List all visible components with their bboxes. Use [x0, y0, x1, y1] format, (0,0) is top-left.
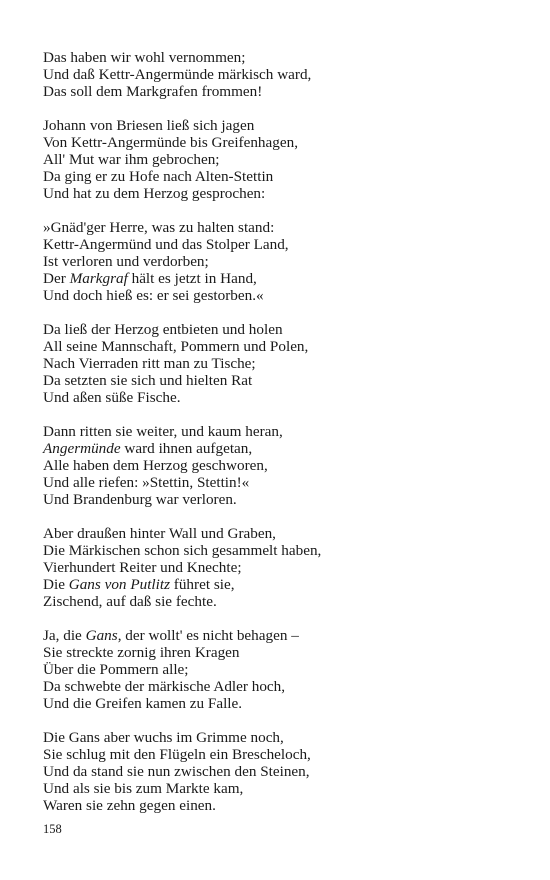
verse-line — [43, 678, 513, 695]
text-segment: Über die Pommern alle; — [43, 661, 189, 678]
text-segment: Das soll dem Markgrafen frommen! — [43, 83, 263, 100]
verse-line — [43, 661, 513, 678]
text-segment: Waren sie zehn gegen einen. — [43, 797, 216, 814]
text-segment: Die Märkischen schon sich gesammelt haben, — [43, 542, 322, 559]
verse-line — [43, 219, 513, 236]
verse-line — [43, 185, 513, 202]
verse-line — [43, 746, 513, 763]
verse-line — [43, 423, 513, 440]
text-segment: Alle haben dem Herzog geschworen, — [43, 457, 268, 474]
text-segment: Und Brandenburg war verloren. — [43, 491, 237, 508]
stanza — [43, 321, 513, 406]
verse-line — [43, 355, 513, 372]
text-segment: All seine Mannschaft, Pommern und Polen, — [43, 338, 309, 355]
verse-line — [43, 49, 513, 66]
text-segment: Die Gans aber wuchs im Grimme noch, — [43, 729, 284, 746]
text-segment: All' Mut war ihm gebrochen; — [43, 151, 220, 168]
poem-body — [43, 49, 513, 831]
text-segment: Von Kettr-Angermünde bis Greifenhagen, — [43, 134, 298, 151]
verse-line — [43, 117, 513, 134]
stanza — [43, 219, 513, 304]
verse-line — [43, 168, 513, 185]
stanza — [43, 49, 513, 100]
text-segment: Ist verloren und verdorben; — [43, 253, 209, 270]
page-number: 158 — [43, 822, 62, 836]
verse-line — [43, 287, 513, 304]
verse-line — [43, 729, 513, 746]
verse-line — [43, 474, 513, 491]
verse-line — [43, 66, 513, 83]
italic-segment: Angermünde — [43, 440, 121, 457]
verse-line — [43, 559, 513, 576]
text-segment: hält es jetzt in Hand, — [127, 270, 257, 287]
text-segment: Und daß Kettr-Angermünde märkisch ward, — [43, 66, 312, 83]
verse-line — [43, 763, 513, 780]
text-segment: Sie schlug mit den Flügeln ein Brescheloch, — [43, 746, 311, 763]
text-segment: ward ihnen aufgetan, — [120, 440, 253, 457]
verse-line — [43, 525, 513, 542]
verse-line — [43, 83, 513, 100]
text-segment: Und hat zu dem Herzog gesprochen: — [43, 185, 266, 202]
text-segment: »Gnäd'ger Herre, was zu halten stand: — [43, 219, 275, 236]
verse-line — [43, 644, 513, 661]
text-segment: Und die Greifen kamen zu Falle. — [43, 695, 243, 712]
verse-line — [43, 695, 513, 712]
text-segment: Da setzten sie sich und hielten Rat — [43, 372, 253, 389]
text-segment: Da ging er zu Hofe nach Alten-Stettin — [43, 168, 274, 185]
verse-line — [43, 440, 513, 457]
verse-line — [43, 593, 513, 610]
verse-line — [43, 542, 513, 559]
text-segment: Dann ritten sie weiter, und kaum heran, — [43, 423, 283, 440]
stanza — [43, 627, 513, 712]
text-segment: Sie streckte zornig ihren Kragen — [43, 644, 240, 661]
text-segment: Zischend, auf daß sie fechte. — [43, 593, 217, 610]
text-segment: Die — [43, 576, 69, 593]
text-segment: Und alle riefen: »Stettin, Stettin!« — [43, 474, 250, 491]
italic-segment: Gans — [85, 627, 118, 644]
stanza — [43, 525, 513, 610]
stanza — [43, 423, 513, 508]
text-segment: Und als sie bis zum Markte kam, — [43, 780, 244, 797]
stanza — [43, 117, 513, 202]
verse-line — [43, 372, 513, 389]
italic-segment: Gans von Putlitz — [68, 576, 170, 593]
text-segment: , der wollt' es nicht behagen – — [117, 627, 299, 644]
verse-line — [43, 134, 513, 151]
italic-segment: Markgraf — [69, 270, 128, 287]
text-segment: Johann von Briesen ließ sich jagen — [43, 117, 255, 134]
stanza — [43, 729, 513, 814]
text-segment: Das haben wir wohl vernommen; — [43, 49, 246, 66]
verse-line — [43, 253, 513, 270]
verse-line — [43, 457, 513, 474]
verse-line — [43, 321, 513, 338]
verse-line — [43, 338, 513, 355]
text-segment: Kettr-Angermünd und das Stolper Land, — [43, 236, 289, 253]
verse-line — [43, 491, 513, 508]
text-segment: Da schwebte der märkische Adler hoch, — [43, 678, 286, 695]
text-segment: Der — [43, 270, 70, 287]
text-segment: Da ließ der Herzog entbieten und holen — [43, 321, 283, 338]
verse-line — [43, 627, 513, 644]
text-segment: Nach Vierraden ritt man zu Tische; — [43, 355, 256, 372]
verse-line — [43, 236, 513, 253]
verse-line — [43, 797, 513, 814]
text-segment: Aber draußen hinter Wall und Graben, — [43, 525, 276, 542]
verse-line — [43, 270, 513, 287]
verse-line — [43, 389, 513, 406]
verse-line — [43, 151, 513, 168]
text-segment: Ja, die — [43, 627, 86, 644]
verse-line — [43, 780, 513, 797]
text-segment: Vierhundert Reiter und Knechte; — [43, 559, 242, 576]
verse-line — [43, 576, 513, 593]
text-segment: führet sie, — [169, 576, 235, 593]
text-segment: Und doch hieß es: er sei gestorben.« — [43, 287, 264, 304]
text-segment: Und aßen süße Fische. — [43, 389, 181, 406]
text-segment: Und da stand sie nun zwischen den Steinen, — [43, 763, 310, 780]
